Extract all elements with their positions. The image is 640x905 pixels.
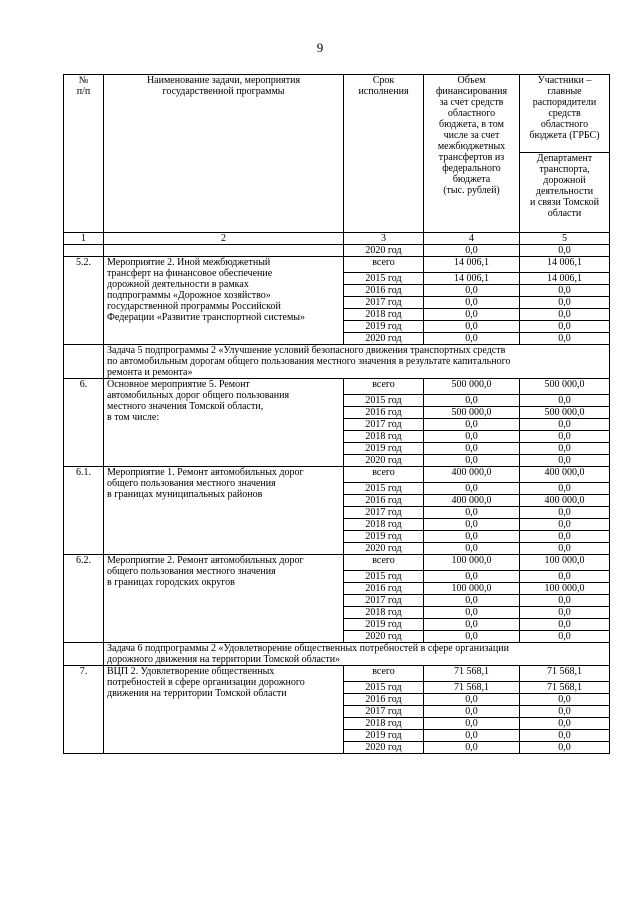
volume-cell: 0,0 — [424, 694, 520, 706]
table-row — [64, 257, 610, 273]
header-num: № п/п — [64, 75, 104, 233]
volume-cell: 0,0 — [424, 619, 520, 631]
carry-volume: 0,0 — [424, 245, 520, 257]
volume-cell: 0,0 — [424, 531, 520, 543]
term-cell: 2020 год — [344, 333, 424, 345]
term-cell: 2018 год — [344, 309, 424, 321]
volume-cell: 0,0 — [424, 483, 520, 495]
dept-cell: 0,0 — [520, 483, 610, 495]
term-cell: 2015 год — [344, 483, 424, 495]
term-cell: 2020 год — [344, 543, 424, 555]
volume-cell: 0,0 — [424, 519, 520, 531]
volume-cell: 400 000,0 — [424, 495, 520, 507]
dept-cell: 14 006,1 — [520, 273, 610, 285]
volume-cell: 0,0 — [424, 455, 520, 467]
term-cell: 2018 год — [344, 607, 424, 619]
term-cell: 2017 год — [344, 507, 424, 519]
term-cell: 2016 год — [344, 407, 424, 419]
volume-cell: 0,0 — [424, 333, 520, 345]
volume-cell: 500 000,0 — [424, 379, 520, 395]
header-participants: Участники – главные распорядители средств областного бюджета (ГРБС) — [520, 75, 610, 153]
carry-empty-num — [64, 245, 104, 257]
term-cell: 2015 год — [344, 273, 424, 285]
dept-cell: 0,0 — [520, 571, 610, 583]
term-cell: 2016 год — [344, 285, 424, 297]
volume-cell: 71 568,1 — [424, 682, 520, 694]
dept-cell: 0,0 — [520, 419, 610, 431]
dept-cell: 0,0 — [520, 285, 610, 297]
header-name: Наименование задачи, мероприятия государственной программы — [104, 75, 344, 233]
volume-cell: 71 568,1 — [424, 666, 520, 682]
volume-cell: 0,0 — [424, 309, 520, 321]
dept-cell: 500 000,0 — [520, 407, 610, 419]
volume-cell: 400 000,0 — [424, 467, 520, 483]
dept-cell: 0,0 — [520, 730, 610, 742]
column-number: 1 — [64, 233, 104, 245]
carry-dept: 0,0 — [520, 245, 610, 257]
header-department: Департамент транспорта, дорожной деятельности и связи Томской области — [520, 153, 610, 233]
dept-cell: 0,0 — [520, 455, 610, 467]
table-row — [64, 555, 610, 571]
dept-cell: 0,0 — [520, 519, 610, 531]
dept-cell: 0,0 — [520, 718, 610, 730]
volume-cell: 0,0 — [424, 543, 520, 555]
term-cell: 2015 год — [344, 682, 424, 694]
term-cell: 2019 год — [344, 531, 424, 543]
volume-cell: 0,0 — [424, 507, 520, 519]
term-cell: 2019 год — [344, 443, 424, 455]
term-cell: всего — [344, 555, 424, 571]
task-empty-num — [64, 345, 104, 379]
table-row — [64, 666, 610, 682]
volume-cell: 0,0 — [424, 571, 520, 583]
column-number: 2 — [104, 233, 344, 245]
term-cell: 2019 год — [344, 730, 424, 742]
dept-cell: 0,0 — [520, 742, 610, 754]
volume-cell: 0,0 — [424, 321, 520, 333]
dept-cell: 0,0 — [520, 631, 610, 643]
term-cell: 2016 год — [344, 495, 424, 507]
dept-cell: 0,0 — [520, 543, 610, 555]
dept-cell: 71 568,1 — [520, 682, 610, 694]
dept-cell: 0,0 — [520, 706, 610, 718]
header-term: Срок исполнения — [344, 75, 424, 233]
volume-cell: 0,0 — [424, 297, 520, 309]
dept-cell: 100 000,0 — [520, 555, 610, 571]
term-cell: всего — [344, 666, 424, 682]
dept-cell: 0,0 — [520, 297, 610, 309]
task-row — [64, 643, 610, 666]
volume-cell: 0,0 — [424, 395, 520, 407]
volume-cell: 0,0 — [424, 742, 520, 754]
page-number: 9 — [316, 40, 324, 55]
table-row — [64, 467, 610, 483]
term-cell: всего — [344, 467, 424, 483]
measure-number: 5.2. — [64, 257, 104, 345]
volume-cell: 14 006,1 — [424, 273, 520, 285]
measure-name: ВЦП 2. Удовлетворение общественных потребностей в сфере организации дорожного движения на территории Томской области — [104, 666, 344, 754]
dept-cell: 100 000,0 — [520, 583, 610, 595]
volume-cell: 0,0 — [424, 718, 520, 730]
volume-cell: 0,0 — [424, 706, 520, 718]
dept-cell: 0,0 — [520, 309, 610, 321]
term-cell: 2017 год — [344, 297, 424, 309]
volume-cell: 0,0 — [424, 285, 520, 297]
measure-name: Мероприятие 1. Ремонт автомобильных дорог общего пользования местного значения в границах муниципальных районов — [104, 467, 344, 555]
volume-cell: 100 000,0 — [424, 583, 520, 595]
column-number: 4 — [424, 233, 520, 245]
measure-number: 7. — [64, 666, 104, 754]
dept-cell: 0,0 — [520, 619, 610, 631]
task-empty-num — [64, 643, 104, 666]
measure-name: Основное мероприятие 5. Ремонт автомобильных дорог общего пользования местного значения Томской области, в том числе: — [104, 379, 344, 467]
term-cell: всего — [344, 257, 424, 273]
term-cell: 2020 год — [344, 631, 424, 643]
dept-cell: 0,0 — [520, 507, 610, 519]
dept-cell: 71 568,1 — [520, 666, 610, 682]
dept-cell: 0,0 — [520, 395, 610, 407]
column-number: 5 — [520, 233, 610, 245]
dept-cell: 0,0 — [520, 443, 610, 455]
table-row — [64, 379, 610, 395]
measure-name: Мероприятие 2. Ремонт автомобильных дорог общего пользования местного значения в границах городских округов — [104, 555, 344, 643]
task5-description: Задача 5 подпрограммы 2 «Улучшение условий безопасного движения транспортных средств по автомобильным дорогам общего пользования местного значения в результате капитального ремонта и ремонта» — [104, 345, 610, 379]
volume-cell: 0,0 — [424, 631, 520, 643]
term-cell: 2017 год — [344, 706, 424, 718]
volume-cell: 0,0 — [424, 607, 520, 619]
term-cell: всего — [344, 379, 424, 395]
dept-cell: 14 006,1 — [520, 257, 610, 273]
dept-cell: 0,0 — [520, 595, 610, 607]
term-cell: 2019 год — [344, 619, 424, 631]
term-cell: 2018 год — [344, 718, 424, 730]
header-volume: Объем финансирования за счет средств областного бюджета, в том числе за счет межбюджетных трансфертов из федерального бюджета (тыс. рублей) — [424, 75, 520, 233]
task6-description: Задача 6 подпрограммы 2 «Удовлетворение общественных потребностей в сфере организации дорожного движения на территории Томской области» — [104, 643, 610, 666]
term-cell: 2015 год — [344, 571, 424, 583]
term-cell: 2017 год — [344, 419, 424, 431]
financing-table — [63, 74, 610, 754]
carry-term: 2020 год — [344, 245, 424, 257]
dept-cell: 0,0 — [520, 321, 610, 333]
term-cell: 2020 год — [344, 455, 424, 467]
volume-cell: 0,0 — [424, 443, 520, 455]
term-cell: 2017 год — [344, 595, 424, 607]
dept-cell: 0,0 — [520, 431, 610, 443]
volume-cell: 0,0 — [424, 730, 520, 742]
volume-cell: 0,0 — [424, 419, 520, 431]
term-cell: 2018 год — [344, 519, 424, 531]
term-cell: 2019 год — [344, 321, 424, 333]
dept-cell: 400 000,0 — [520, 495, 610, 507]
dept-cell: 0,0 — [520, 607, 610, 619]
volume-cell: 100 000,0 — [424, 555, 520, 571]
column-number: 3 — [344, 233, 424, 245]
term-cell: 2020 год — [344, 742, 424, 754]
volume-cell: 0,0 — [424, 595, 520, 607]
dept-cell: 0,0 — [520, 694, 610, 706]
carry-empty-name — [104, 245, 344, 257]
measure-number: 6.1. — [64, 467, 104, 555]
term-cell: 2018 год — [344, 431, 424, 443]
dept-cell: 400 000,0 — [520, 467, 610, 483]
measure-number: 6. — [64, 379, 104, 467]
dept-cell: 500 000,0 — [520, 379, 610, 395]
volume-cell: 0,0 — [424, 431, 520, 443]
dept-cell: 0,0 — [520, 333, 610, 345]
dept-cell: 0,0 — [520, 531, 610, 543]
term-cell: 2015 год — [344, 395, 424, 407]
term-cell: 2016 год — [344, 694, 424, 706]
term-cell: 2016 год — [344, 583, 424, 595]
measure-name: Мероприятие 2. Иной межбюджетный трансферт на финансовое обеспечение дорожной деятельности в рамках подпрограммы «Дорожное хозяйство» государственной программы Российской Федерации «Развитие транспортной системы» — [104, 257, 344, 345]
volume-cell: 500 000,0 — [424, 407, 520, 419]
volume-cell: 14 006,1 — [424, 257, 520, 273]
measure-number: 6.2. — [64, 555, 104, 643]
task-row — [64, 345, 610, 379]
